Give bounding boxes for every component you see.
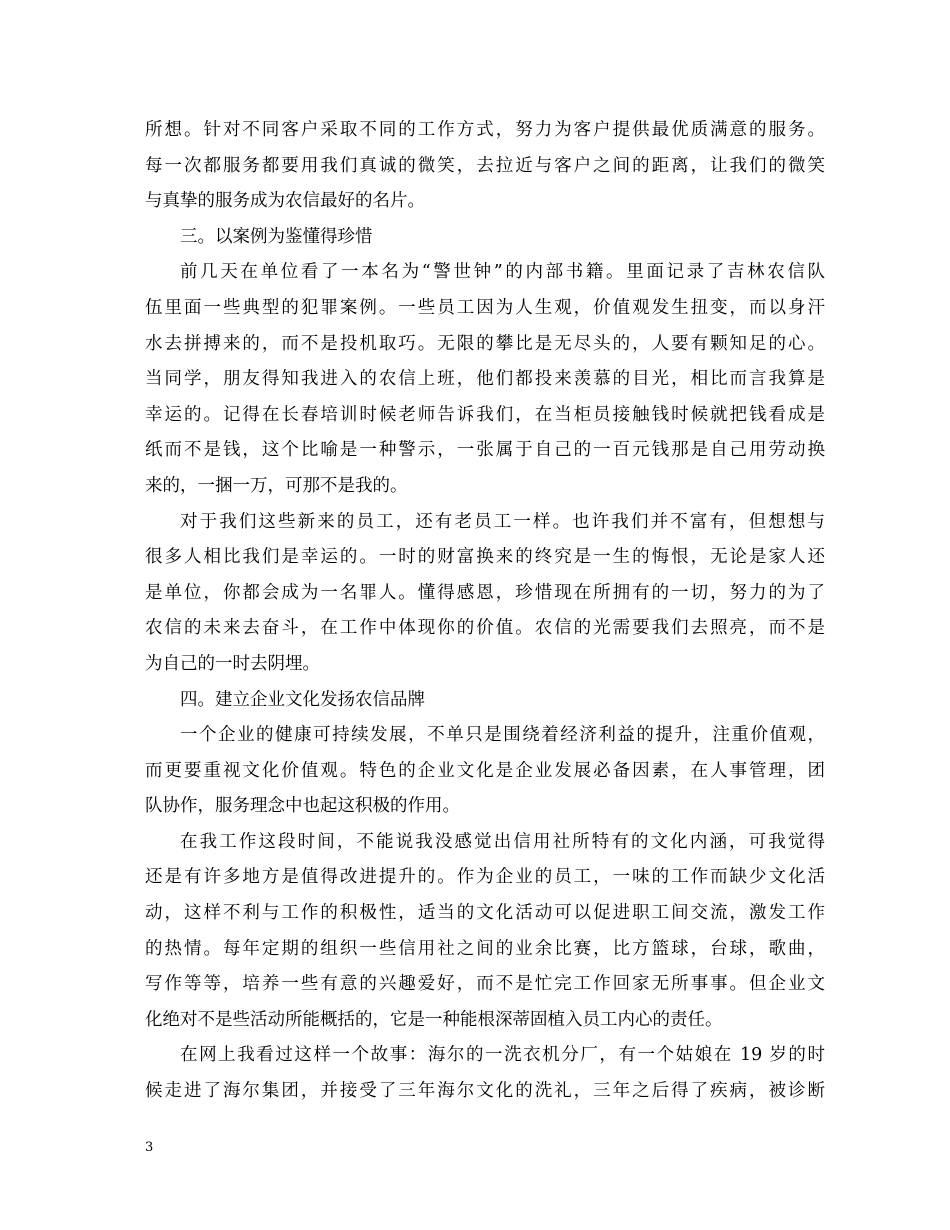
text-line: 而更要重视文化价值观。特色的企业文化是企业发展必备因素，在人事管理，团 bbox=[145, 760, 825, 781]
text-line: 对于我们这些新来的员工，还有老员工一样。也许我们并不富有，但想想与 bbox=[180, 511, 825, 532]
text-line: 化绝对不是些活动所能概括的，它是一种能根深蒂固植入员工内心的责任。 bbox=[145, 1009, 723, 1030]
text-line: 幸运的。记得在长春培训时候老师告诉我们，在当柜员接触钱时候就把钱看成是 bbox=[145, 404, 825, 425]
text-line: 为自己的一时去阴埋。 bbox=[145, 653, 320, 674]
text-line: 很多人相比我们是幸运的。一时的财富换来的终究是一生的悔恨，无论是家人还 bbox=[145, 547, 825, 568]
text-line: 农信的未来去奋斗，在工作中体现你的价值。农信的光需要我们去照亮，而不是 bbox=[145, 618, 825, 639]
page-number: 3 bbox=[145, 1140, 154, 1155]
text-line: 的热情。每年定期的组织一些信用社之间的业余比赛，比方篮球，台球，歌曲， bbox=[145, 938, 825, 959]
text-line: 在我工作这段时间，不能说我没感觉出信用社所特有的文化内涵，可我觉得 bbox=[180, 831, 825, 852]
text-line: 纸而不是钱，这个比喻是一种警示，一张属于自己的一百元钱那是自己用劳动换 bbox=[145, 440, 825, 461]
text-line: 动，这样不利与工作的积极性，适当的文化活动可以促进职工间交流，激发工作 bbox=[145, 903, 825, 924]
text-line: 与真挚的服务成为农信最好的名片。 bbox=[145, 191, 425, 212]
text-line: 四。建立企业文化发扬农信品牌 bbox=[180, 689, 425, 710]
body-text bbox=[145, 113, 825, 1110]
text-line: 三。以案例为鉴懂得珍惜 bbox=[180, 226, 373, 247]
text-line: 还是有许多地方是值得改进提升的。作为企业的员工，一味的工作而缺少文化活 bbox=[145, 867, 825, 888]
text-line: 所想。针对不同客户采取不同的工作方式，努力为客户提供最优质满意的服务。 bbox=[145, 120, 825, 140]
text-line: 每一次都服务都要用我们真诚的微笑，去拉近与客户之间的距离，让我们的微笑 bbox=[145, 155, 825, 176]
text-line: 前几天在单位看了一本名为“警世钟”的内部书籍。里面记录了吉林农信队 bbox=[180, 262, 825, 283]
text-line: 候走进了海尔集团，并接受了三年海尔文化的洗礼，三年之后得了疾病，被诊断 bbox=[145, 1081, 825, 1102]
text-line: 队协作，服务理念中也起这积极的作用。 bbox=[145, 796, 460, 817]
text-line: 在网上我看过这样一个故事：海尔的一洗衣机分厂，有一个姑娘在 19 岁的时 bbox=[180, 1045, 825, 1066]
text-line: 来的，一捆一万，可那不是我的。 bbox=[145, 475, 408, 496]
text-line: 一个企业的健康可持续发展，不单只是围绕着经济利益的提升，注重价值观， bbox=[180, 725, 825, 746]
text-line: 水去拼搏来的，而不是投机取巧。无限的攀比是无尽头的，人要有颗知足的心。 bbox=[145, 333, 825, 354]
text-line: 是单位，你都会成为一名罪人。懂得感恩，珍惜现在所拥有的一切，努力的为了 bbox=[145, 582, 825, 603]
text-line: 伍里面一些典型的犯罪案例。一些员工因为人生观，价值观发生扭变，而以身汗 bbox=[145, 297, 825, 318]
text-line: 写作等等，培养一些有意的兴趣爱好，而不是忙完工作回家无所事事。但企业文 bbox=[145, 974, 825, 995]
text-line: 当同学，朋友得知我进入的农信上班，他们都投来羡慕的目光，相比而言我算是 bbox=[145, 369, 825, 390]
